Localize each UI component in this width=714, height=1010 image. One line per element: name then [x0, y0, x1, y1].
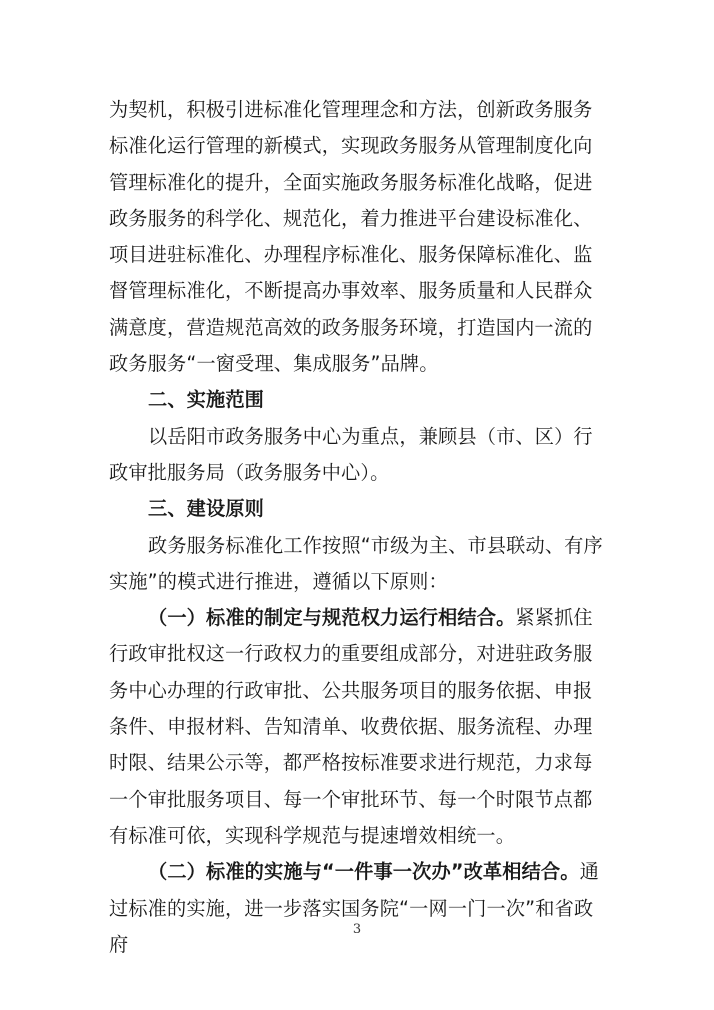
- body-paragraph: 为契机，积极引进标准化管理理念和方法，创新政务服务标准化运行管理的新模式，实现政务服务从管理制度化向管理标准化的提升，全面实施政务服务标准化战略，促进政务服务的科学化、规范化，着力推进平台建设标准化、项目进驻标准化、办理程序标准化、服务保障标准化、监督管理标准化，不断提高办事效率、服务质量和人民群众满意度，营造规范高效的政务服务环境，打造国内一流的政务服务“一窗受理、集成服务”品牌。: [109, 98, 593, 376]
- section-heading-principles: 三、建设原则: [148, 497, 265, 521]
- page-number: 3: [352, 922, 362, 937]
- section-heading-scope: 二、实施范围: [148, 388, 265, 412]
- principle-text: 通过标准的实施，进一步落实国务院“一网一门一次”和省政府: [109, 860, 599, 956]
- principle-text: 紧紧抓住行政审批权这一行政权力的重要组成部分，对进驻政务服务中心办理的行政审批、公共服务项目的服务依据、申报条件、申报材料、告知清单、收费依据、服务流程、办理时限、结果公示等，都严格按标准要求进行规范，力求每一个审批服务项目、每一个审批环节、每一个时限节点都有标准可依，实现科学规范与提速增效相统一。: [109, 606, 593, 847]
- principle-lead: （一）标准的制定与规范权力运行相结合。: [148, 606, 516, 630]
- document-body: [109, 92, 607, 963]
- principle-paragraph: [109, 600, 607, 854]
- principle-paragraph: [109, 854, 607, 963]
- body-paragraph: 以岳阳市政务服务中心为重点，兼顾县（市、区）行政审批服务局（政务服务中心）。: [109, 424, 593, 484]
- principle-lead: （二）标准的实施与“一件事一次办”改革相结合。: [148, 860, 580, 884]
- body-paragraph: 政务服务标准化工作按照“市级为主、市县联动、有序实施”的模式进行推进，遵循以下原则：: [109, 533, 603, 593]
